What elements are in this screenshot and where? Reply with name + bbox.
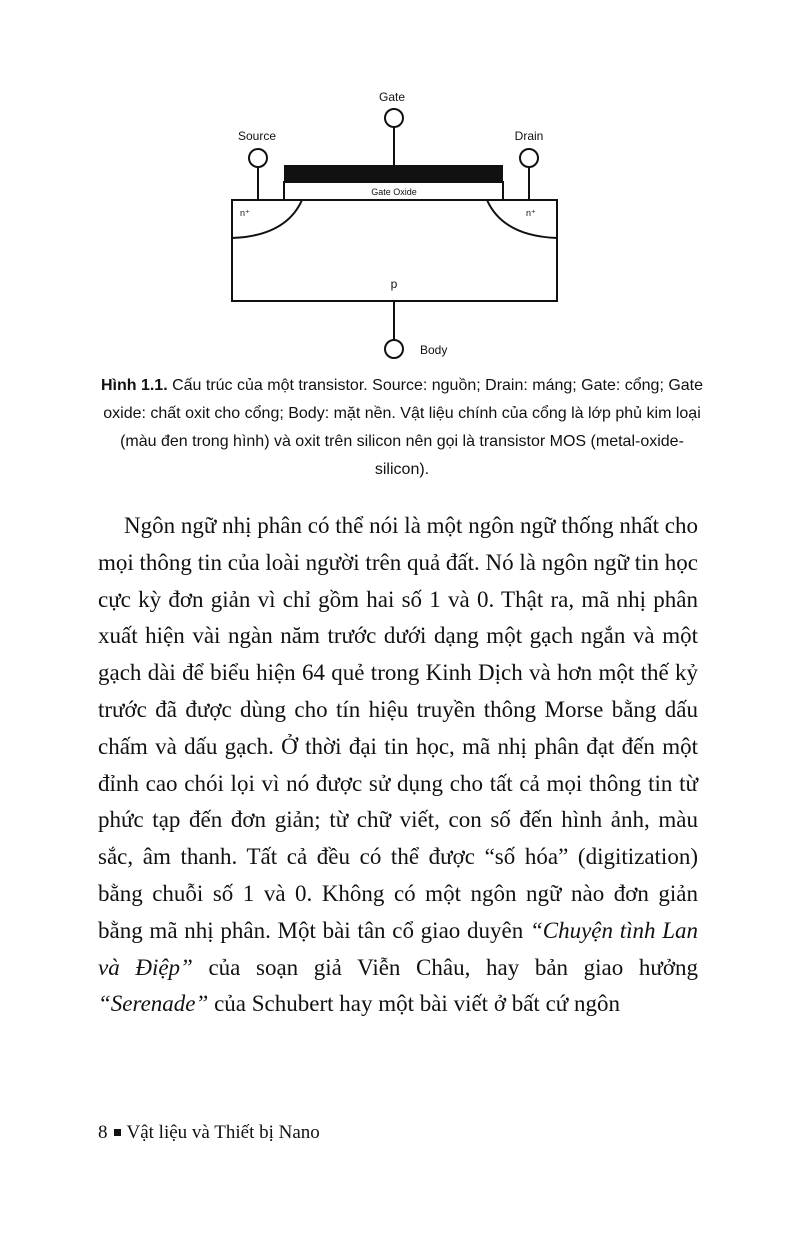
symphony-title: “Serenade”: [98, 991, 209, 1017]
paragraph-text-b: của soạn giả Viễn Châu, hay bản giao hưởng: [192, 954, 698, 980]
n-right-label: n⁺: [526, 208, 536, 218]
figure-caption-text: Cấu trúc của một transistor. Source: nguồn; Drain: máng; Gate: cổng; Gate oxide: chất oxit cho cổng; Body: mặt nền. Vật liệu chính của cổng là lớp phủ kim loại (màu đen trong hình) và oxit trên silicon nên gọi là transistor MOS (metal-oxide- silicon).: [103, 377, 704, 478]
mos-transistor-diagram: [0, 0, 800, 370]
body-paragraph: [98, 508, 698, 1023]
gate-metal-layer: [284, 165, 503, 182]
book-title: Vật liệu và Thiết bị Nano: [126, 1122, 320, 1143]
figure-caption: [96, 372, 708, 484]
drain-terminal: [520, 149, 538, 167]
p-label: p: [390, 277, 398, 291]
body-label: Body: [420, 343, 448, 357]
song-title: “Chuyện tình Lan và Điệp”: [98, 917, 699, 980]
gate-terminal: [385, 109, 403, 127]
figure-number: Hình 1.1.: [100, 377, 168, 394]
source-terminal: [249, 149, 267, 167]
paragraph-text-a: Ngôn ngữ nhị phân có thể nói là một ngôn ngữ thống nhất cho mọi thông tin của loài người trên quả đất. Nó là ngôn ngữ tin học cực kỳ đơn giản vì chỉ gồm hai số 1 và 0. Thật ra, mã nhị phân xuất hiện vài ngàn năm trước dưới dạng một gạch ngắn và một gạch dài để biểu hiện 64 quẻ trong Kinh Dịch và hơn một thế kỷ trước đã được dùng cho tín hiệu truyền thông Morse bằng dấu chấm và dấu gạch. Ở thời đại tin học, mã nhị phân đạt đến một đỉnh cao chói lọi vì nó được sử dụng cho tất cả mọi thông tin từ phức tạp đến đơn giản; từ chữ viết, con số đến hình ảnh, màu sắc, âm thanh. Tất cả đều có thể được “số hóa” (digitization) bằng chuỗi số 1 và 0. Không có một ngôn ngữ nào đơn giản bằng mã nhị phân. Một bài tân cổ giao duyên: [98, 513, 698, 943]
gate-label: Gate: [378, 90, 406, 104]
source-label: Source: [237, 129, 277, 143]
n-left-label: n⁺: [240, 208, 250, 218]
square-bullet-icon: [114, 1129, 121, 1136]
page-footer: [98, 1122, 320, 1144]
gate-oxide-label: Gate Oxide: [371, 187, 417, 197]
body-terminal: [385, 340, 403, 358]
page-number: 8: [98, 1122, 108, 1143]
paragraph: [98, 508, 698, 1023]
paragraph-text-c: của Schubert hay một bài viết ở bất cứ ngôn: [208, 991, 620, 1017]
mos-transistor-figure: [0, 0, 800, 370]
drain-label: Drain: [514, 129, 544, 143]
